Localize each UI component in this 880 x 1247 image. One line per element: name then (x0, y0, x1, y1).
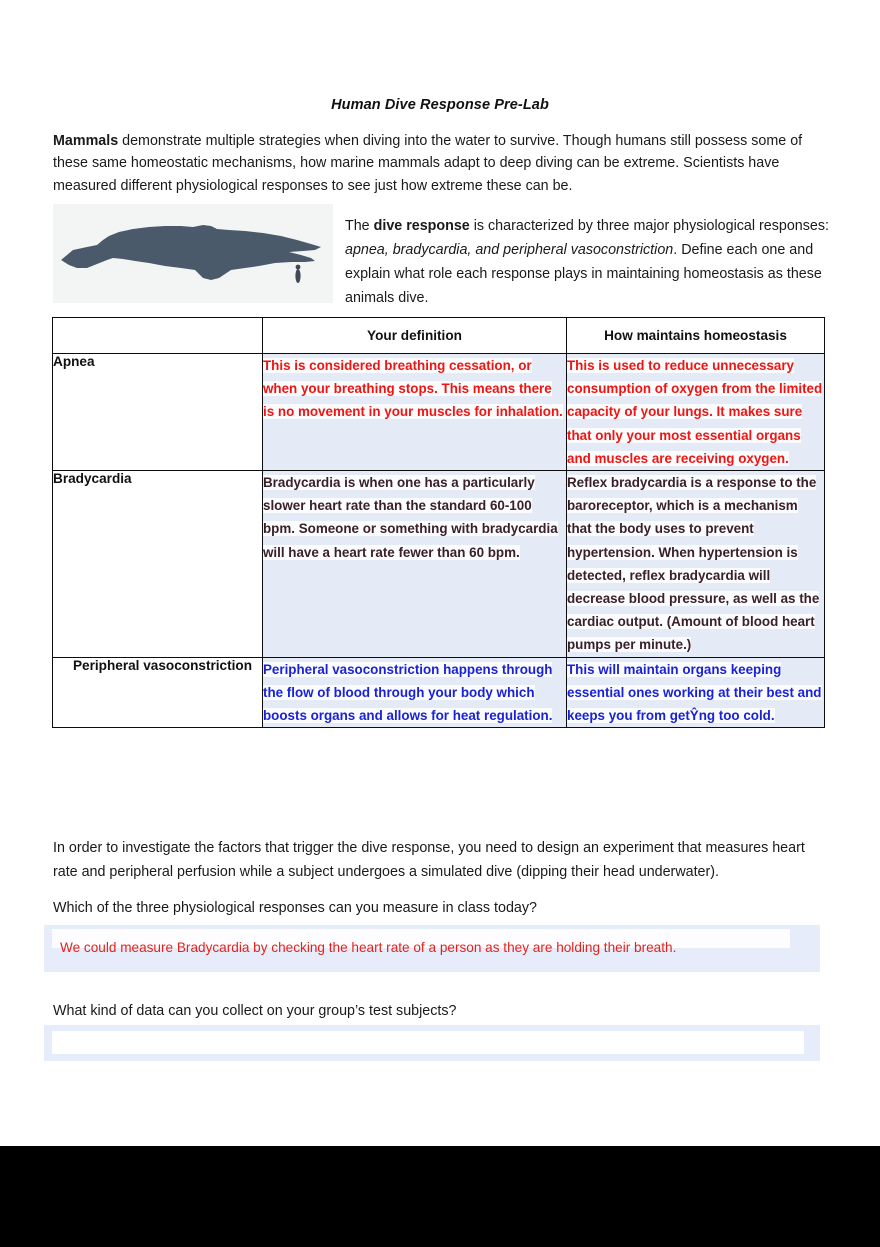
intro-bold-lead: Mammals (53, 133, 119, 149)
vasoconstriction-definition-answer[interactable] (263, 657, 567, 728)
apnea-definition-text: This is considered breathing cessation, or when your breathing stops. This means there is no movement in your muscles for inhalation. (263, 358, 563, 420)
table-row (53, 471, 825, 658)
caption-part-2: is characterized by three major physiological responses: (469, 218, 829, 234)
human-scale-figure (295, 269, 300, 283)
vasoconstriction-definition-text: Peripheral vasoconstriction happens through the flow of blood through your body which boosts organs and allows for heat regulation. (263, 661, 553, 724)
answer-box-2-field[interactable] (52, 1031, 804, 1054)
table-row (53, 657, 825, 728)
apnea-definition-answer[interactable] (263, 354, 567, 471)
apnea-homeostasis-answer[interactable] (567, 354, 825, 471)
intro-body-text: demonstrate multiple strategies when diving into the water to survive. Though humans still possess some of these same homeostatic mechanisms, how marine mammals adapt to deep diving can be extreme. Scientists have measured different physiological responses to see just how extreme these can be. (53, 133, 803, 194)
answer-box-1[interactable] (44, 925, 820, 972)
caption-part-3: . Define each one and explain what role each response plays in maintaining homeostasis as these animals dive. (345, 242, 822, 306)
whale-image (53, 204, 333, 303)
bradycardia-definition-answer[interactable] (263, 471, 567, 658)
apnea-homeostasis-text: This is used to reduce unnecessary consumption of oxygen from the limited capacity of your lungs. It makes sure that only your most essential organs and muscles are receiving oxygen. (567, 358, 823, 466)
table-header-blank (53, 318, 263, 354)
caption-bold-term: dive response (373, 218, 470, 234)
caption-italic-terms: apnea, bradycardia, and peripheral vasoconstriction (345, 242, 674, 258)
table-header-row (53, 318, 825, 354)
row-label-bradycardia: Bradycardia (53, 471, 263, 658)
responses-table (52, 317, 825, 728)
footer-black-bar (0, 1146, 880, 1247)
row-label-apnea: Apnea (53, 354, 263, 471)
figure-row (53, 204, 828, 304)
caption-part-1: The (345, 218, 374, 234)
row-label-peripheral-vasoconstriction: Peripheral vasoconstriction (53, 657, 263, 728)
bradycardia-definition-text: Bradycardia is when one has a particularly slower heart rate than the standard 60-100 bpm. Someone or something with bradycardia will have a heart rate fewer than 60 bpm. (263, 475, 558, 560)
experiment-prompt-paragraph: In order to investigate the factors that trigger the dive response, you need to design an experiment that measures heart rate and peripheral perfusion while a subject undergoes a simulated dive (dipping their head underwater). (53, 840, 805, 880)
bradycardia-homeostasis-answer[interactable] (567, 471, 825, 658)
figure-caption (345, 214, 829, 310)
question-1-text: Which of the three physiological responses can you measure in class today? (53, 900, 537, 916)
page-title: Human Dive Response Pre-Lab (331, 97, 549, 113)
question-2-text: What kind of data can you collect on your group’s test subjects? (53, 1003, 457, 1019)
intro-paragraph (53, 130, 828, 197)
whale-silhouette-icon (53, 204, 333, 303)
answer-box-2[interactable] (44, 1025, 820, 1061)
table-row (53, 354, 825, 471)
table-header-your-definition: Your definition (263, 318, 567, 354)
answer-1-text: We could measure Bradycardia by checking the heart rate of a person as they are holding their breath. (60, 940, 677, 955)
vasoconstriction-homeostasis-text: This will maintain organs keeping essential ones working at their best and keeps you from getŶng too cold. (567, 661, 822, 724)
vasoconstriction-homeostasis-answer[interactable] (567, 657, 825, 728)
table-header-how-maintains-homeostasis: How maintains homeostasis (567, 318, 825, 354)
bradycardia-homeostasis-text: Reflex bradycardia is a response to the baroreceptor, which is a mechanism that the body uses to prevent hypertension. When hypertension is detected, reflex bradycardia will decrease blood pressure, as well as the cardiac output. (Amount of blood heart pumps per minute.) (567, 475, 820, 653)
